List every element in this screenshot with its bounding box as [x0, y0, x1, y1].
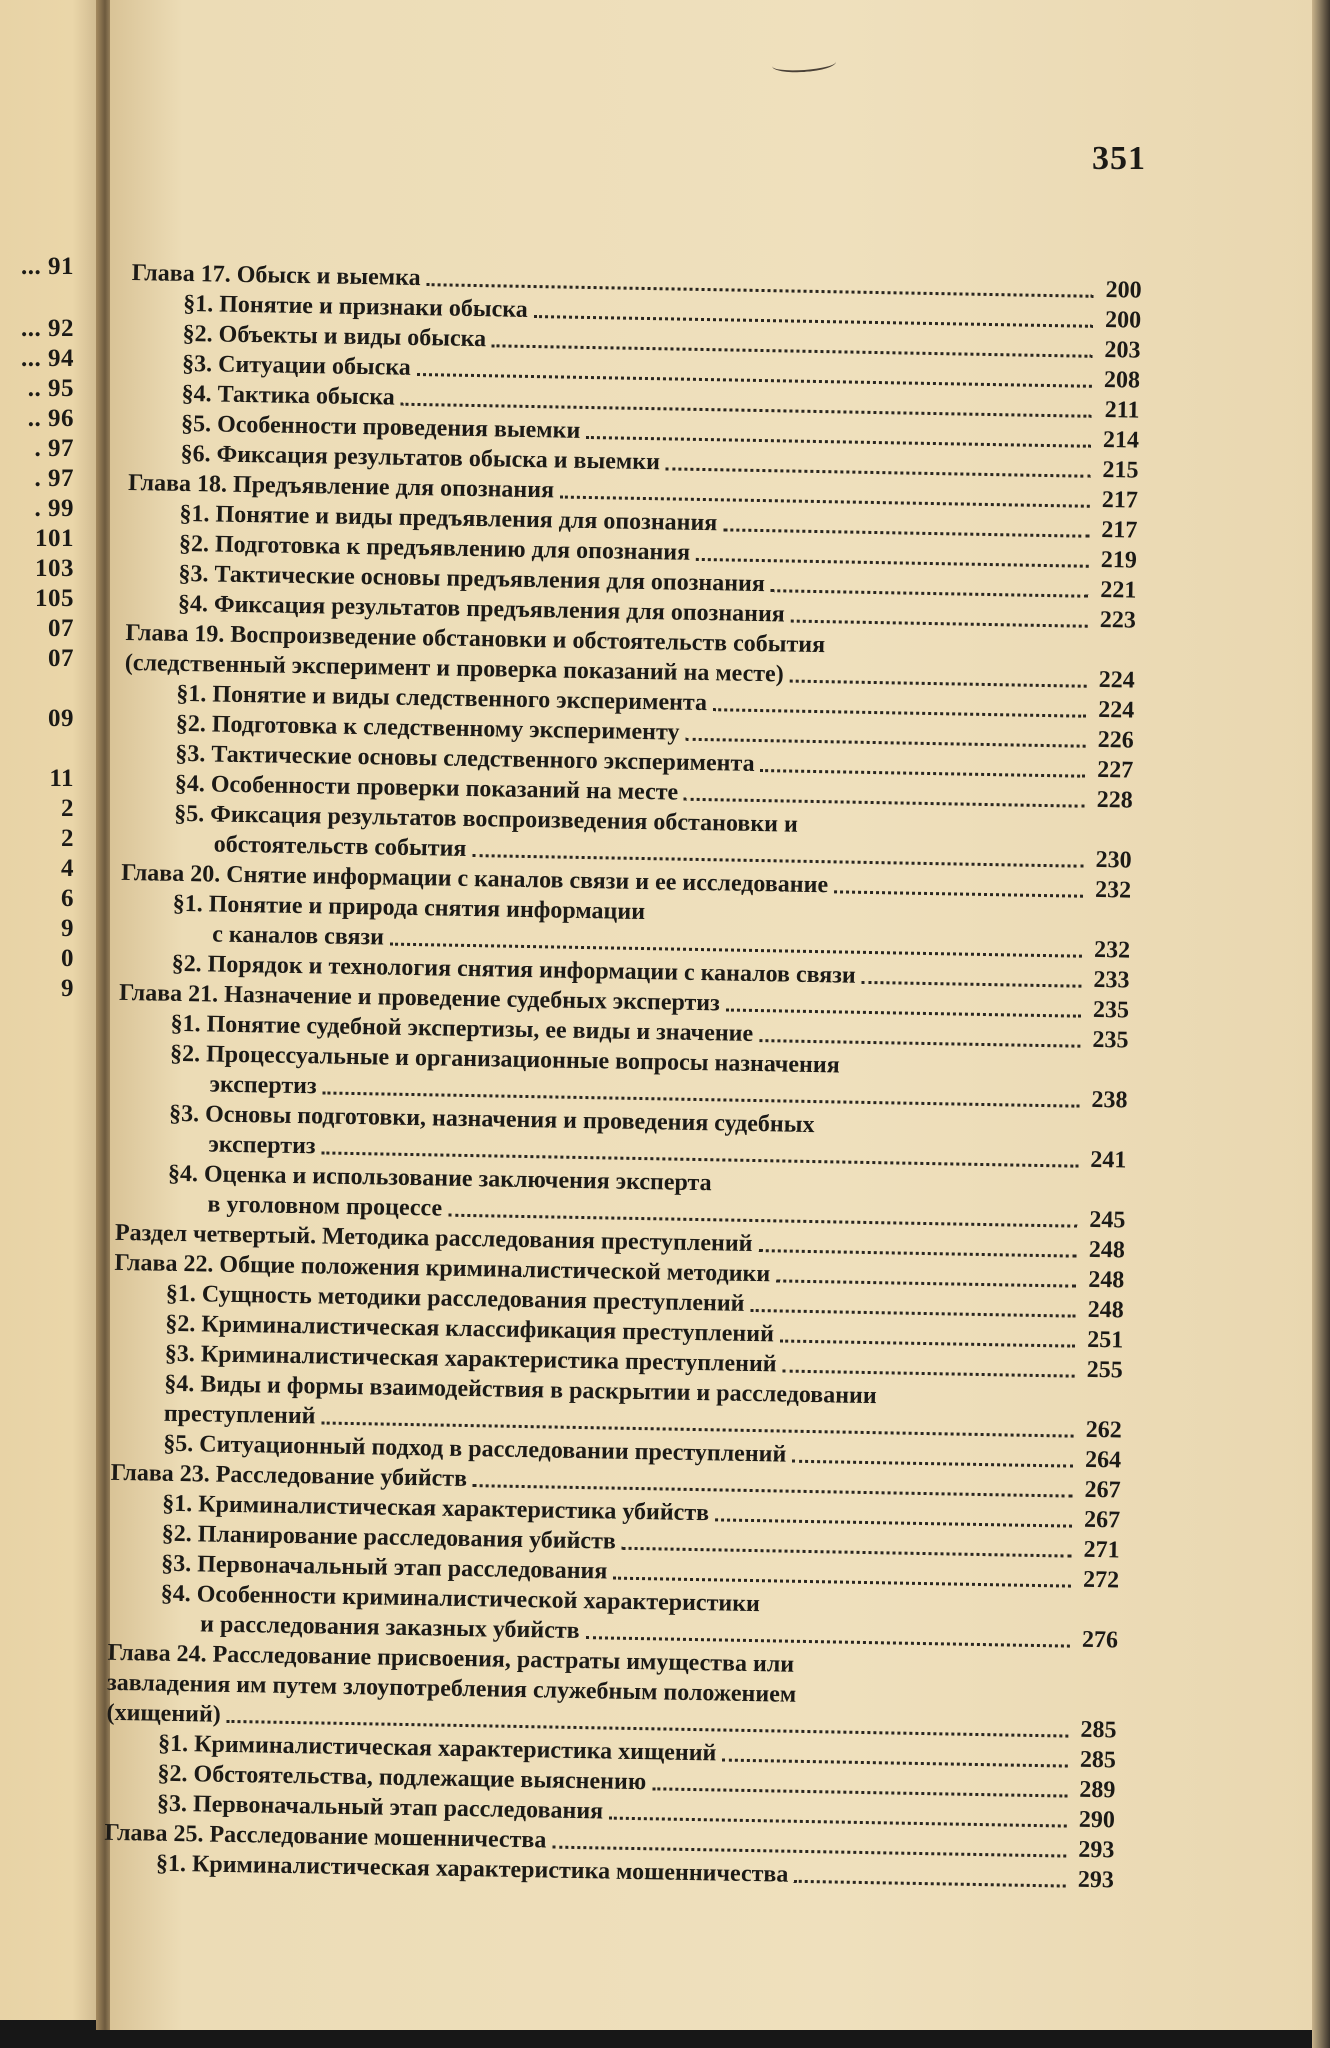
left-page-number: 4	[61, 855, 74, 882]
toc-page-number: 208	[1103, 366, 1141, 394]
dot-leader	[713, 708, 1086, 718]
toc-page-number: 217	[1101, 516, 1138, 544]
toc-section-title-line: §4. Особенности криминалистической характеристики	[160, 1580, 761, 1618]
toc-section-title-line: §1. Понятие и природа снятия информации	[172, 890, 646, 926]
toc-page-number: 200	[1104, 306, 1142, 334]
toc-entry-title: и расследования заказных убийств	[199, 1611, 580, 1645]
toc-chapter-title-line: завладения им путем злоупотребления служебным положением	[106, 1669, 797, 1708]
toc-entry-title: §4. Тактика обыска	[181, 380, 396, 411]
left-page-number: 2	[61, 795, 74, 822]
toc-page-number: 232	[1093, 936, 1131, 964]
toc-page-number: 223	[1099, 606, 1137, 634]
toc-page-number: 267	[1084, 1476, 1121, 1504]
left-page-number: ... 92	[21, 315, 74, 342]
dot-leader	[790, 680, 1087, 688]
left-page-number: 9	[61, 915, 74, 942]
toc-page-number: 214	[1102, 426, 1140, 454]
toc-page-number: 227	[1096, 756, 1134, 784]
toc-entry-title: §6. Фиксация результатов обыска и выемки	[180, 440, 661, 476]
toc-entry-title: Глава 25. Расследование мошенничества	[104, 1819, 547, 1854]
toc-page-number: 248	[1088, 1266, 1125, 1294]
page-edge	[1312, 0, 1330, 2048]
toc-page-number: 272	[1082, 1566, 1120, 1594]
dot-leader	[685, 738, 1085, 748]
toc-page-number: 224	[1098, 696, 1135, 724]
left-page-number: 105	[35, 585, 74, 612]
toc-page-number: 233	[1093, 966, 1130, 994]
left-page-number: . 97	[34, 465, 74, 492]
dot-leader	[834, 890, 1083, 897]
dot-leader	[792, 1460, 1073, 1468]
toc-entry-title: §4. Фиксация результатов предъявления для опознания	[177, 590, 786, 628]
table-of-contents	[104, 258, 1142, 1895]
toc-page-number: 211	[1104, 397, 1140, 424]
dot-leader	[782, 1370, 1074, 1378]
left-page-number: 09	[48, 705, 74, 732]
toc-page-number: 235	[1092, 996, 1130, 1024]
toc-page-number: 235	[1092, 1026, 1129, 1054]
dot-leader	[652, 1787, 1067, 1797]
toc-entry-title: Глава 22. Общие положения криминалистической методики	[114, 1249, 771, 1288]
toc-page-number: 262	[1085, 1416, 1122, 1444]
toc-section-title-line: §4. Виды и формы взаимодействия в раскрытии и расследовании	[164, 1370, 877, 1410]
toc-entry-title: экспертиз	[209, 1071, 317, 1100]
toc-entry-title: §3. Первоначальный этап расследования	[160, 1550, 608, 1585]
toc-entry-title: экспертиз	[208, 1131, 316, 1160]
dot-leader	[715, 1518, 1072, 1527]
toc-page-number: 219	[1100, 546, 1138, 574]
toc-page-number: 285	[1079, 1746, 1117, 1774]
toc-page-number: 290	[1078, 1806, 1116, 1834]
toc-entry-title: §3. Первоначальный этап расследования	[156, 1790, 604, 1825]
toc-page-number: 293	[1077, 1866, 1115, 1894]
dot-leader	[723, 528, 1089, 537]
toc-entry-title: в уголовном процессе	[207, 1191, 443, 1222]
toc-entry-title: §2. Подготовка к предъявлению для опознания	[178, 530, 691, 566]
left-page-number: . 97	[34, 435, 74, 462]
left-page-number: . 99	[34, 495, 74, 522]
left-page-number: 103	[35, 555, 74, 582]
toc-entry-title: §2. Подготовка к следственному эксперименту	[175, 710, 680, 746]
left-page-number: 11	[49, 765, 74, 792]
dot-leader	[552, 1846, 1066, 1858]
dot-leader	[722, 1759, 1068, 1768]
toc-page-number: 203	[1104, 336, 1141, 364]
toc-entry-title: Глава 17. Обыск и выемка	[131, 259, 421, 292]
left-page-number: 2	[61, 825, 74, 852]
toc-entry-title: §5. Особенности проведения выемки	[180, 410, 581, 444]
left-page-number: ... 94	[21, 345, 74, 372]
dot-leader	[586, 436, 1091, 448]
dot-leader	[666, 467, 1091, 477]
toc-page-number: 264	[1084, 1446, 1122, 1474]
toc-page-number: 224	[1098, 666, 1136, 694]
toc-page-number: 285	[1080, 1716, 1117, 1744]
toc-entry-title: §1. Понятие и виды следственного эксперимента	[176, 680, 708, 717]
left-page-fragment	[0, 0, 104, 2020]
dot-leader	[684, 798, 1085, 808]
left-page-number: ... 91	[21, 253, 74, 280]
toc-section-title-line: §2. Процессуальные и организационные вопросы назначения	[169, 1040, 840, 1079]
toc-entry-title: §3. Тактические основы предъявления для опознания	[178, 560, 766, 598]
dot-leader	[750, 1309, 1075, 1318]
dot-leader	[794, 1880, 1066, 1888]
left-page-number: .. 96	[27, 405, 74, 432]
toc-entry-title: Глава 21. Назначение и проведение судебных экспертиз	[118, 979, 720, 1017]
dot-leader	[759, 1039, 1080, 1048]
dot-leader	[585, 1636, 1069, 1647]
toc-entry-title: обстоятельств события	[213, 831, 467, 862]
toc-chapter-title-line: Глава 19. Воспроизведение обстановки и обстоятельств события	[125, 619, 826, 659]
toc-entry-title: §1. Сущность методики расследования преступлений	[165, 1280, 745, 1317]
dot-leader	[613, 1577, 1071, 1588]
toc-page-number: 215	[1102, 456, 1139, 484]
toc-section-title-line: §4. Оценка и использование заключения эксперта	[167, 1160, 712, 1197]
dot-leader	[696, 558, 1089, 568]
toc-page-number: 251	[1087, 1326, 1124, 1354]
left-page-number: 101	[35, 525, 74, 552]
left-page-number: 0	[61, 945, 74, 972]
toc-entry-title: Глава 23. Расследование убийств	[110, 1459, 468, 1493]
left-page-number: 07	[48, 645, 74, 672]
dot-leader	[622, 1547, 1072, 1558]
toc-entry-title: §1. Понятие судебной экспертизы, ее виды и значение	[170, 1010, 754, 1047]
toc-entry-title: §4. Особенности проверки показаний на месте	[174, 770, 679, 806]
toc-page-number: 293	[1078, 1836, 1115, 1864]
toc-page-number: 228	[1096, 786, 1133, 814]
toc-entry-title: §2. Планирование расследования убийств	[161, 1520, 617, 1555]
toc-page-number: 248	[1087, 1296, 1125, 1324]
dot-leader	[758, 1249, 1076, 1258]
toc-page-number: 255	[1086, 1356, 1123, 1384]
dot-leader	[726, 1008, 1081, 1017]
toc-entry-title: (хищений)	[106, 1699, 222, 1728]
toc-page-number: 221	[1100, 576, 1137, 604]
toc-page-number: 232	[1094, 876, 1132, 904]
toc-section-title-line: §3. Основы подготовки, назначения и проведения судебных	[168, 1100, 815, 1139]
toc-entry-title: §3. Криминалистическая характеристика преступлений	[164, 1340, 777, 1378]
page-number: 351	[1092, 140, 1146, 177]
left-page-number: .. 95	[27, 375, 74, 402]
toc-page-number: 217	[1101, 486, 1139, 514]
dot-leader	[791, 620, 1088, 628]
toc-page-number: 200	[1105, 276, 1142, 304]
toc-chapter-title-line: Глава 24. Расследование присвоения, растраты имущества или	[107, 1639, 795, 1678]
toc-entry-title: (следственный эксперимент и проверка показаний на месте)	[124, 649, 784, 688]
toc-entry-title: §5. Ситуационный подход в расследовании преступлений	[163, 1430, 787, 1468]
toc-page-number: 241	[1090, 1146, 1127, 1174]
toc-page-number: 276	[1081, 1626, 1119, 1654]
toc-entry-title: §1. Криминалистическая характеристика убийств	[162, 1490, 710, 1527]
toc-entry-title: Раздел четвертый. Методика расследования преступлений	[114, 1219, 753, 1257]
toc-section-title-line: §5. Фиксация результатов воспроизведения обстановки и	[174, 800, 799, 838]
toc-entry-title: §3. Тактические основы следственного эксперимента	[175, 740, 755, 777]
toc-page-number: 267	[1083, 1506, 1121, 1534]
dot-leader	[609, 1817, 1067, 1828]
toc-entry-title: §1. Криминалистическая характеристика хищений	[157, 1730, 717, 1767]
toc-entry-title: Глава 20. Снятие информации с каналов связи и ее исследование	[121, 859, 829, 899]
toc-entry-title: §3. Ситуации обыска	[181, 350, 412, 381]
dot-leader	[780, 1339, 1075, 1347]
toc-page-number: 226	[1097, 726, 1134, 754]
toc-page-number: 230	[1095, 846, 1132, 874]
dot-leader	[862, 981, 1082, 988]
toc-page-number: 238	[1091, 1086, 1128, 1114]
toc-page-number: 248	[1088, 1236, 1126, 1264]
toc-entry-title: Глава 18. Предъявление для опознания	[127, 469, 555, 504]
toc-entry-title: §1. Понятие и виды предъявления для опознания	[179, 500, 718, 537]
dot-leader	[760, 769, 1085, 778]
dot-leader	[776, 1279, 1076, 1287]
dot-leader	[771, 589, 1089, 598]
toc-entry-title: §2. Криминалистическая классификация преступлений	[165, 1310, 775, 1348]
toc-entry-title: §2. Порядок и технология снятия информации с каналов связи	[171, 950, 856, 989]
toc-entry-title: §2. Обстоятельства, подлежащие выяснению	[157, 1760, 647, 1796]
toc-entry-title: §2. Объекты и виды обыска	[182, 320, 487, 353]
toc-entry-title: §1. Понятие и признаки обыска	[182, 290, 528, 323]
toc-page-number: 245	[1089, 1206, 1126, 1234]
toc-page-number: 289	[1079, 1776, 1116, 1804]
left-page-number: 6	[61, 885, 74, 912]
left-page-number: 07	[48, 615, 74, 642]
toc-entry-title: §1. Криминалистическая характеристика мошенничества	[155, 1850, 789, 1888]
left-page-number: 9	[61, 975, 74, 1002]
toc-entry-title: с каналов связи	[211, 921, 385, 951]
toc-page-number: 271	[1083, 1536, 1120, 1564]
toc-entry-title: преступлений	[163, 1400, 316, 1430]
